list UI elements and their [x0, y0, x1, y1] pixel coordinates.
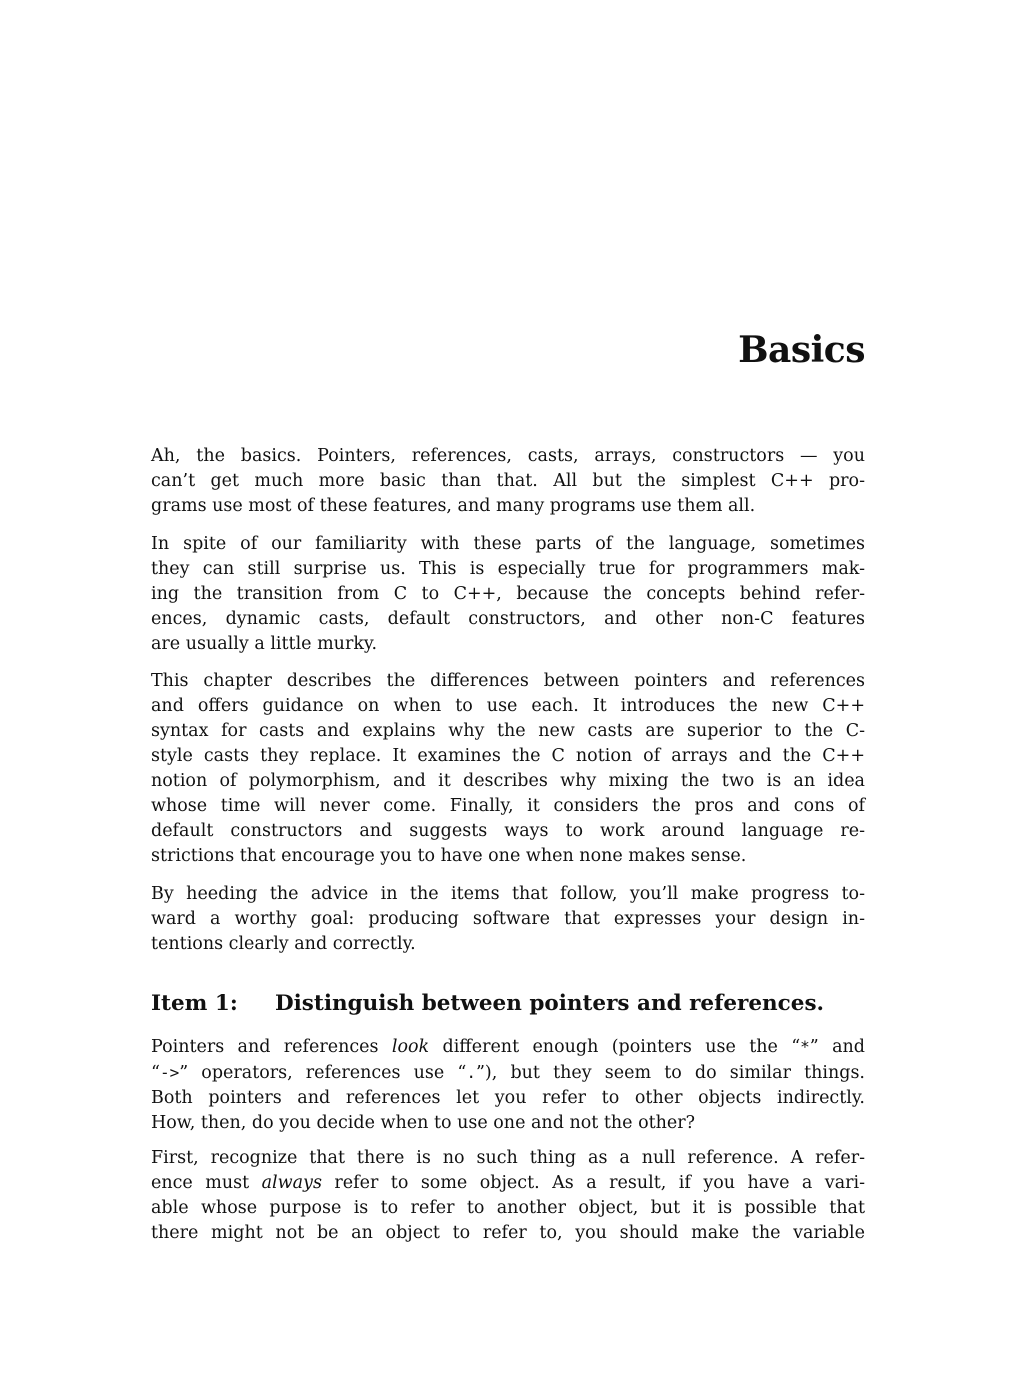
- paragraph-line: “->” operators, references use “.”), but they seem to do similar things.: [151, 1063, 865, 1083]
- paragraph-line: syntax for casts and explains why the new casts are superior to the C-: [151, 721, 865, 741]
- paragraph-line: ence must always refer to some object. As a result, if you have a vari-: [151, 1173, 865, 1193]
- paragraph-line: style casts they replace. It examines the C notion of arrays and the C++: [151, 746, 865, 766]
- paragraph-line: and offers guidance on when to use each. It introduces the new C++: [151, 696, 865, 716]
- paragraph-line: Ah, the basics. Pointers, references, casts, arrays, constructors — you: [151, 446, 865, 466]
- item-paragraph: [151, 1034, 865, 1136]
- intro-paragraph: [151, 882, 865, 957]
- paragraph-line: strictions that encourage you to have one when none makes sense.: [151, 846, 747, 866]
- code-token: ->: [159, 1063, 180, 1082]
- paragraph-line: are usually a little murky.: [151, 634, 378, 654]
- paragraph-line: ences, dynamic casts, default constructors, and other non-C features: [151, 609, 865, 629]
- emphasis: always: [261, 1173, 322, 1193]
- paragraph-line: ing the transition from C to C++, because the concepts behind refer-: [151, 584, 865, 604]
- paragraph-line: there might not be an object to refer to, you should make the variable: [151, 1223, 865, 1243]
- intro-paragraph: [151, 444, 865, 519]
- paragraph-line: whose time will never come. Finally, it considers the pros and cons of: [151, 796, 865, 816]
- paragraph-line: default constructors and suggests ways to work around language re-: [151, 821, 865, 841]
- item-heading: [151, 988, 865, 1020]
- paragraph-line: Both pointers and references let you refer to other objects indirectly.: [151, 1088, 865, 1108]
- item-title: Distinguish between pointers and references.: [275, 991, 825, 1016]
- chapter-title: Basics: [738, 329, 865, 371]
- paragraph-line: able whose purpose is to refer to another object, but it is possible that: [151, 1198, 865, 1218]
- paragraph-line: This chapter describes the differences between pointers and references: [151, 671, 865, 691]
- paragraph-line: can’t get much more basic than that. All but the simplest C++ pro-: [151, 471, 865, 491]
- paragraph-line: In spite of our familiarity with these parts of the language, sometimes: [151, 534, 865, 554]
- paragraph-line: Pointers and references look different enough (pointers use the “*” and: [151, 1037, 866, 1057]
- paragraph-line: How, then, do you decide when to use one and not the other?: [151, 1113, 696, 1133]
- paragraph-line: they can still surprise us. This is especially true for programmers mak-: [151, 559, 865, 579]
- item-paragraph: [151, 1146, 865, 1246]
- paragraph-line: grams use most of these features, and many programs use them all.: [151, 496, 756, 516]
- intro-paragraph: [151, 669, 865, 869]
- item-number: Item 1:: [151, 991, 238, 1016]
- paragraph-line: tentions clearly and correctly.: [151, 934, 416, 954]
- emphasis: look: [391, 1037, 430, 1057]
- paragraph-line: First, recognize that there is no such thing as a null reference. A refer-: [151, 1148, 865, 1168]
- code-token: .: [466, 1063, 476, 1082]
- paragraph-line: notion of polymorphism, and it describes why mixing the two is an idea: [151, 771, 865, 791]
- code-token: *: [800, 1037, 810, 1056]
- intro-paragraph: [151, 532, 865, 657]
- paragraph-line: ward a worthy goal: producing software that expresses your design in-: [151, 909, 865, 929]
- paragraph-line: By heeding the advice in the items that follow, you’ll make progress to-: [151, 884, 865, 904]
